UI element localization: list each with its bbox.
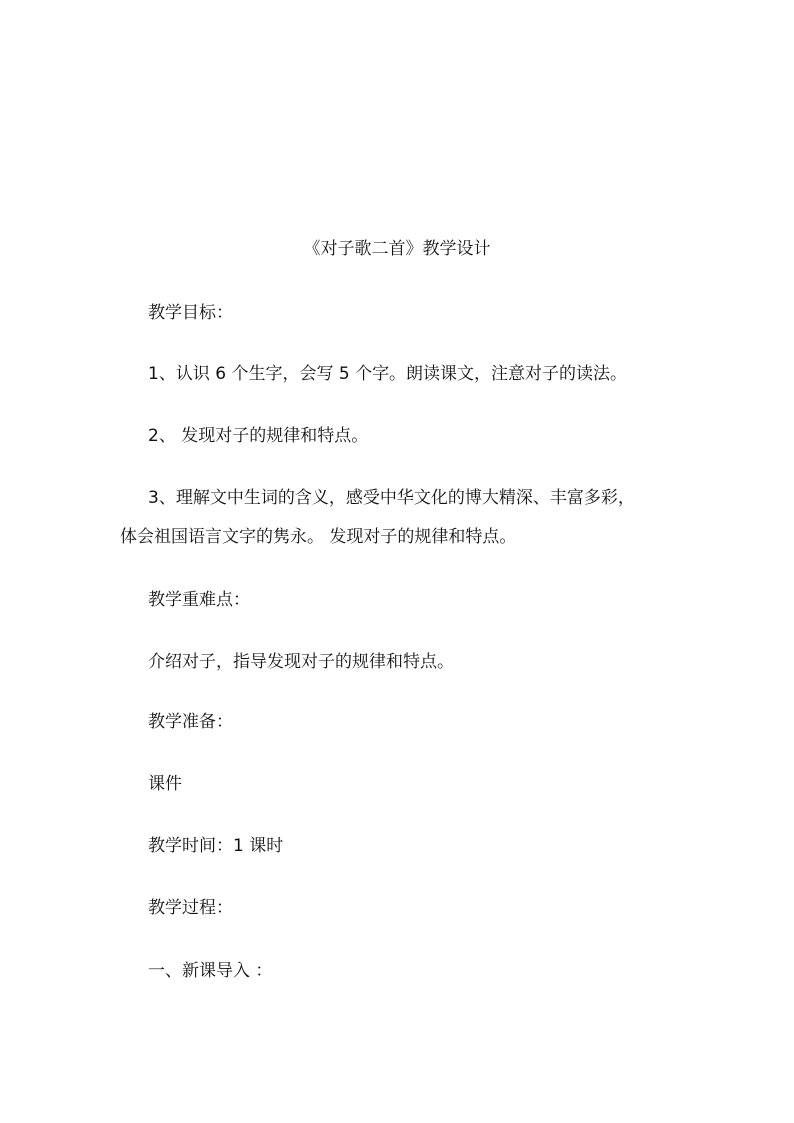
objective-3-line-2: 体会祖国语言文字的隽永。 发现对子的规律和特点。 bbox=[120, 527, 517, 547]
objectives-heading: 教学目标： bbox=[148, 303, 233, 323]
key-points-heading: 教学重难点： bbox=[148, 590, 250, 610]
teaching-time: 教学时间：1 课时 bbox=[148, 836, 284, 856]
preparation-text: 课件 bbox=[148, 774, 182, 794]
document-title: 《对子歌二首》教学设计 bbox=[303, 239, 491, 259]
objective-1: 1、认识 6 个生字，会写 5 个字。朗读课文，注意对子的读法。 bbox=[148, 364, 628, 384]
objective-3-line-1: 3、理解文中生词的含义，感受中华文化的博大精深、丰富多彩， bbox=[148, 488, 635, 508]
key-points-text: 介绍对子，指导发现对子的规律和特点。 bbox=[148, 652, 454, 672]
preparation-heading: 教学准备： bbox=[148, 712, 233, 732]
process-heading: 教学过程： bbox=[148, 898, 233, 918]
step-1-heading: 一、新课导入 ： bbox=[148, 961, 273, 981]
objective-2: 2、 发现对子的规律和特点。 bbox=[148, 426, 369, 446]
